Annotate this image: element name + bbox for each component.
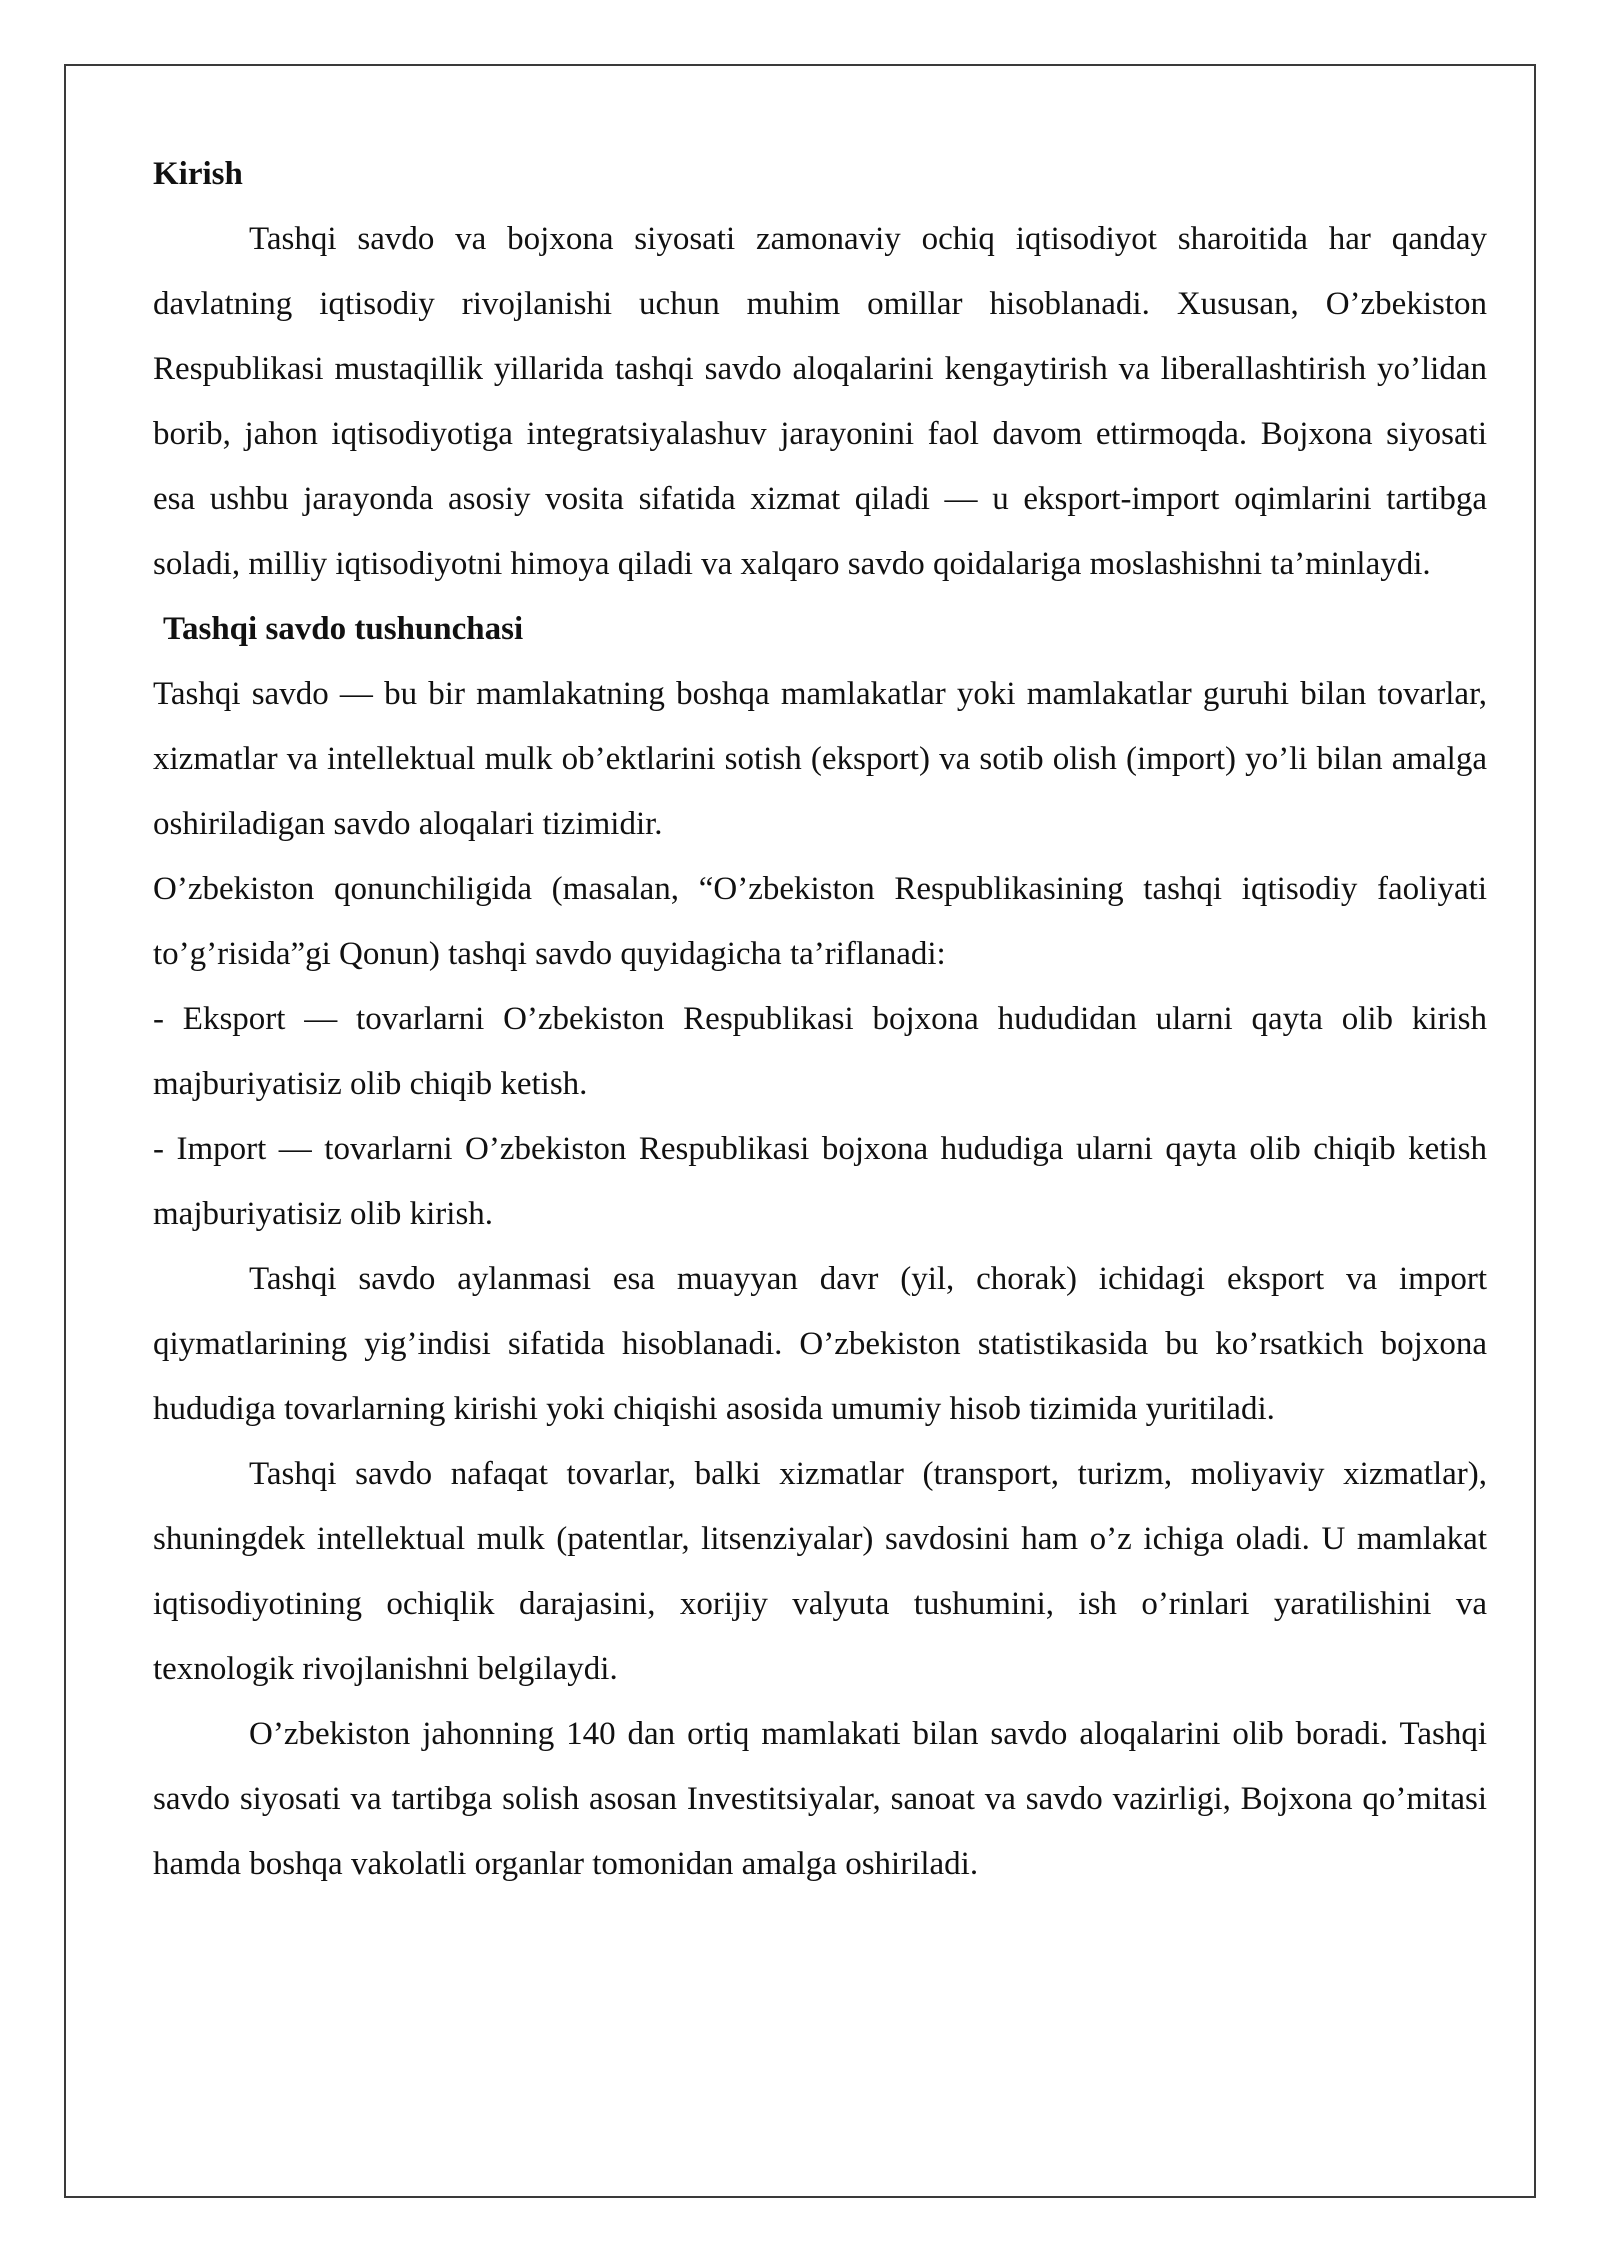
section-heading-concept: Tashqi savdo tushunchasi (163, 611, 524, 647)
paragraph-partners: O’zbekiston jahonning 140 dan ortiq mamlakati bilan savdo aloqalarini olib boradi. Tashqi savdo siyosati va tartibga solish asosan Investitsiyalar, sanoat va savdo vazirligi, Bojxona qo’mitasi hamda boshqa vakolatli organlar tomonidan amalga oshiriladi. (153, 1716, 1487, 1882)
paragraph-law: O’zbekiston qonunchiligida (masalan, “O’zbekiston Respublikasining tashqi iqtisodiy faoliyati to’g’risida”gi Qonun) tashqi savdo quyidagicha ta’riflanadi: (153, 871, 1487, 972)
paragraph-turnover: Tashqi savdo aylanmasi esa muayyan davr (yil, chorak) ichidagi eksport va import qiymatlarining yig’indisi sifatida hisoblanadi. O’zbekiston statistikasida bu ko’rsatkich bojxona hududiga tovarlarning kirishi yoki chiqishi asosida umumiy hisob tizimida yuritiladi. (153, 1261, 1487, 1427)
document-body (153, 142, 1487, 1897)
list-item-export: - Eksport — tovarlarni O’zbekiston Respublikasi bojxona hududidan ularni qayta olib kirish majburiyatisiz olib chiqib ketish. (153, 1001, 1487, 1102)
paragraph-definition: Tashqi savdo — bu bir mamlakatning boshqa mamlakatlar yoki mamlakatlar guruhi bilan tovarlar, xizmatlar va intellektual mulk ob’ektlarini sotish (eksport) va sotib olish (import) yo’li bilan amalga oshiriladigan savdo aloqalari tizimidir. (153, 676, 1487, 842)
paragraph-scope: Tashqi savdo nafaqat tovarlar, balki xizmatlar (transport, turizm, moliyaviy xizmatlar), shuningdek intellektual mulk (patentlar, litsenziyalar) savdosini ham o’z ichiga oladi. U mamlakat iqtisodiyotining ochiqlik darajasini, xorijiy valyuta tushumini, ish o’rinlari yaratilishini va texnologik rivojlanishni belgilaydi. (153, 1456, 1487, 1687)
section-heading-intro: Kirish (153, 156, 243, 192)
paragraph-intro: Tashqi savdo va bojxona siyosati zamonaviy ochiq iqtisodiyot sharoitida har qanday davlatning iqtisodiy rivojlanishi uchun muhim omillar hisoblanadi. Xususan, O’zbekiston Respublikasi mustaqillik yillarida tashqi savdo aloqalarini kengaytirish va liberallashtirish yo’lidan borib, jahon iqtisodiyotiga integratsiyalashuv jarayonini faol davom ettirmoqda. Bojxona siyosati esa ushbu jarayonda asosiy vosita sifatida xizmat qiladi — u eksport-import oqimlarini tartibga soladi, milliy iqtisodiyotni himoya qiladi va xalqaro savdo qoidalariga moslashishni ta’minlaydi. (153, 221, 1487, 582)
list-item-import: - Import — tovarlarni O’zbekiston Respublikasi bojxona hududiga ularni qayta olib chiqib ketish majburiyatisiz olib kirish. (153, 1131, 1487, 1232)
